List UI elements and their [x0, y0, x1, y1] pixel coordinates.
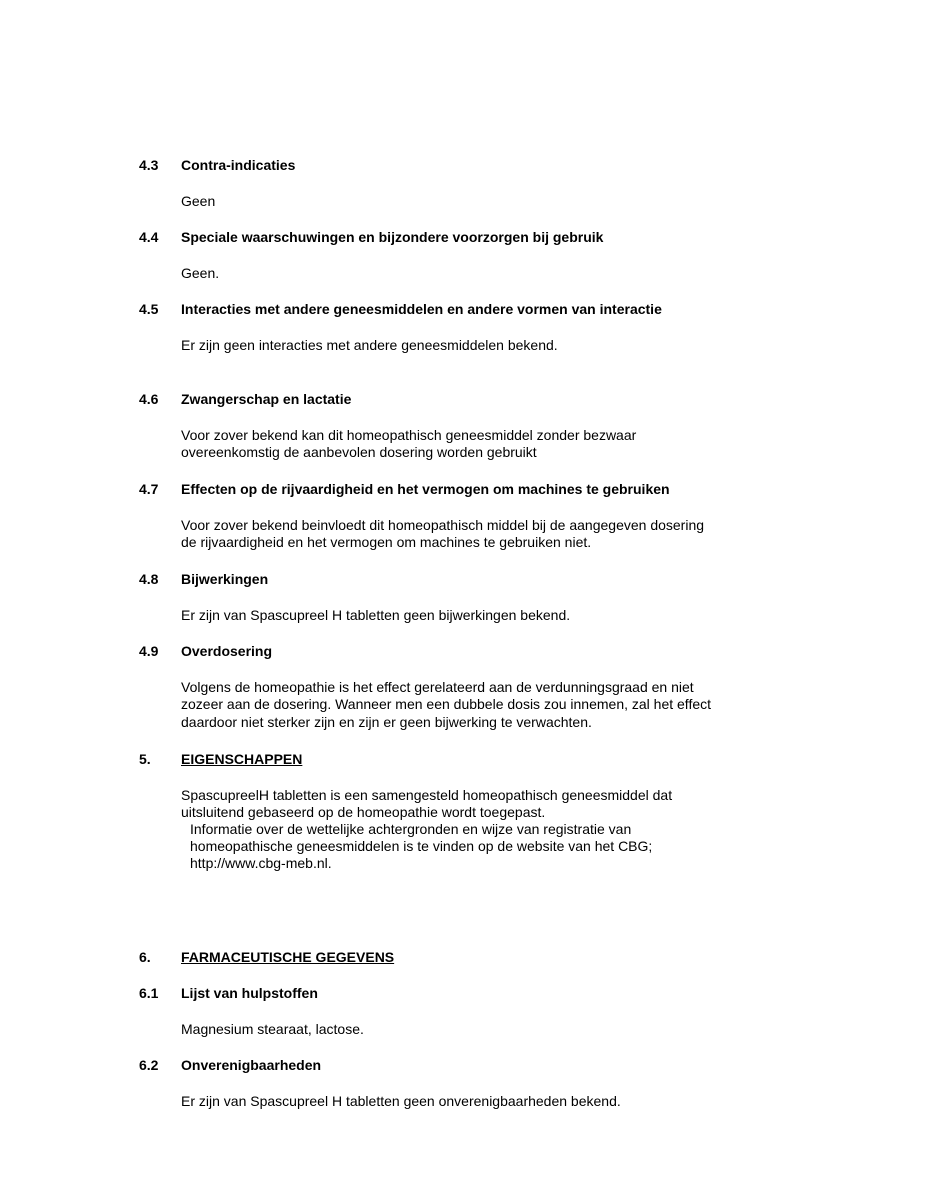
section-number: 6.: [139, 949, 151, 965]
section-text: http://www.cbg-meb.nl.: [190, 855, 332, 871]
section-text: Magnesium stearaat, lactose.: [181, 1021, 364, 1037]
section-text: Voor zover bekend beinvloedt dit homeopathisch middel bij de aangegeven dosering: [181, 517, 705, 533]
section-text: SpascupreelH tabletten is een samengesteld homeopathisch geneesmiddel dat: [181, 787, 673, 803]
section-number: 4.5: [139, 301, 159, 317]
section-heading: Bijwerkingen: [181, 571, 269, 587]
section-text: overeenkomstig de aanbevolen dosering worden gebruikt: [181, 444, 537, 460]
section-text: uitsluitend gebaseerd op de homeopathie wordt toegepast.: [181, 804, 546, 820]
section-heading: Effecten op de rijvaardigheid en het vermogen om machines te gebruiken: [181, 481, 670, 497]
section-number: 4.4: [139, 229, 159, 245]
section-heading: Contra-indicaties: [181, 157, 296, 173]
section-number: 4.8: [139, 571, 159, 587]
section-text: Geen.: [181, 265, 220, 281]
section-heading: Zwangerschap en lactatie: [181, 391, 352, 407]
section-text: daardoor niet sterker zijn en zijn er geen bijwerking te verwachten.: [181, 714, 592, 730]
section-text: Er zijn van Spascupreel H tabletten geen bijwerkingen bekend.: [181, 607, 571, 623]
section-number: 4.6: [139, 391, 159, 407]
section-heading: Lijst van hulpstoffen: [181, 985, 318, 1001]
section-text: zozeer aan de dosering. Wanneer men een dubbele dosis zou innemen, zal het effect: [181, 696, 712, 712]
section-number: 4.9: [139, 643, 159, 659]
section-text: Voor zover bekend kan dit homeopathisch geneesmiddel zonder bezwaar: [181, 427, 637, 443]
section-heading: Overdosering: [181, 643, 273, 659]
section-heading: Interacties met andere geneesmiddelen en andere vormen van interactie: [181, 301, 662, 317]
section-heading: EIGENSCHAPPEN: [181, 751, 303, 767]
section-text: Informatie over de wettelijke achtergronden en wijze van registratie van: [190, 821, 632, 837]
section-number: 4.7: [139, 481, 159, 497]
section-text: de rijvaardigheid en het vermogen om machines te gebruiken niet.: [181, 534, 592, 550]
section-text: Er zijn van Spascupreel H tabletten geen onverenigbaarheden bekend.: [181, 1093, 621, 1109]
section-text: Er zijn geen interacties met andere geneesmiddelen bekend.: [181, 337, 558, 353]
section-text: Geen: [181, 193, 216, 209]
section-heading: FARMACEUTISCHE GEGEVENS: [181, 949, 395, 965]
section-number: 6.1: [139, 985, 159, 1001]
section-number: 4.3: [139, 157, 159, 173]
section-number: 6.2: [139, 1057, 159, 1073]
section-heading: Speciale waarschuwingen en bijzondere voorzorgen bij gebruik: [181, 229, 604, 245]
section-text: Volgens de homeopathie is het effect gerelateerd aan de verdunningsgraad en niet: [181, 679, 694, 695]
section-text: homeopathische geneesmiddelen is te vinden op de website van het CBG;: [190, 838, 653, 854]
section-heading: Onverenigbaarheden: [181, 1057, 322, 1073]
section-number: 5.: [139, 751, 151, 767]
